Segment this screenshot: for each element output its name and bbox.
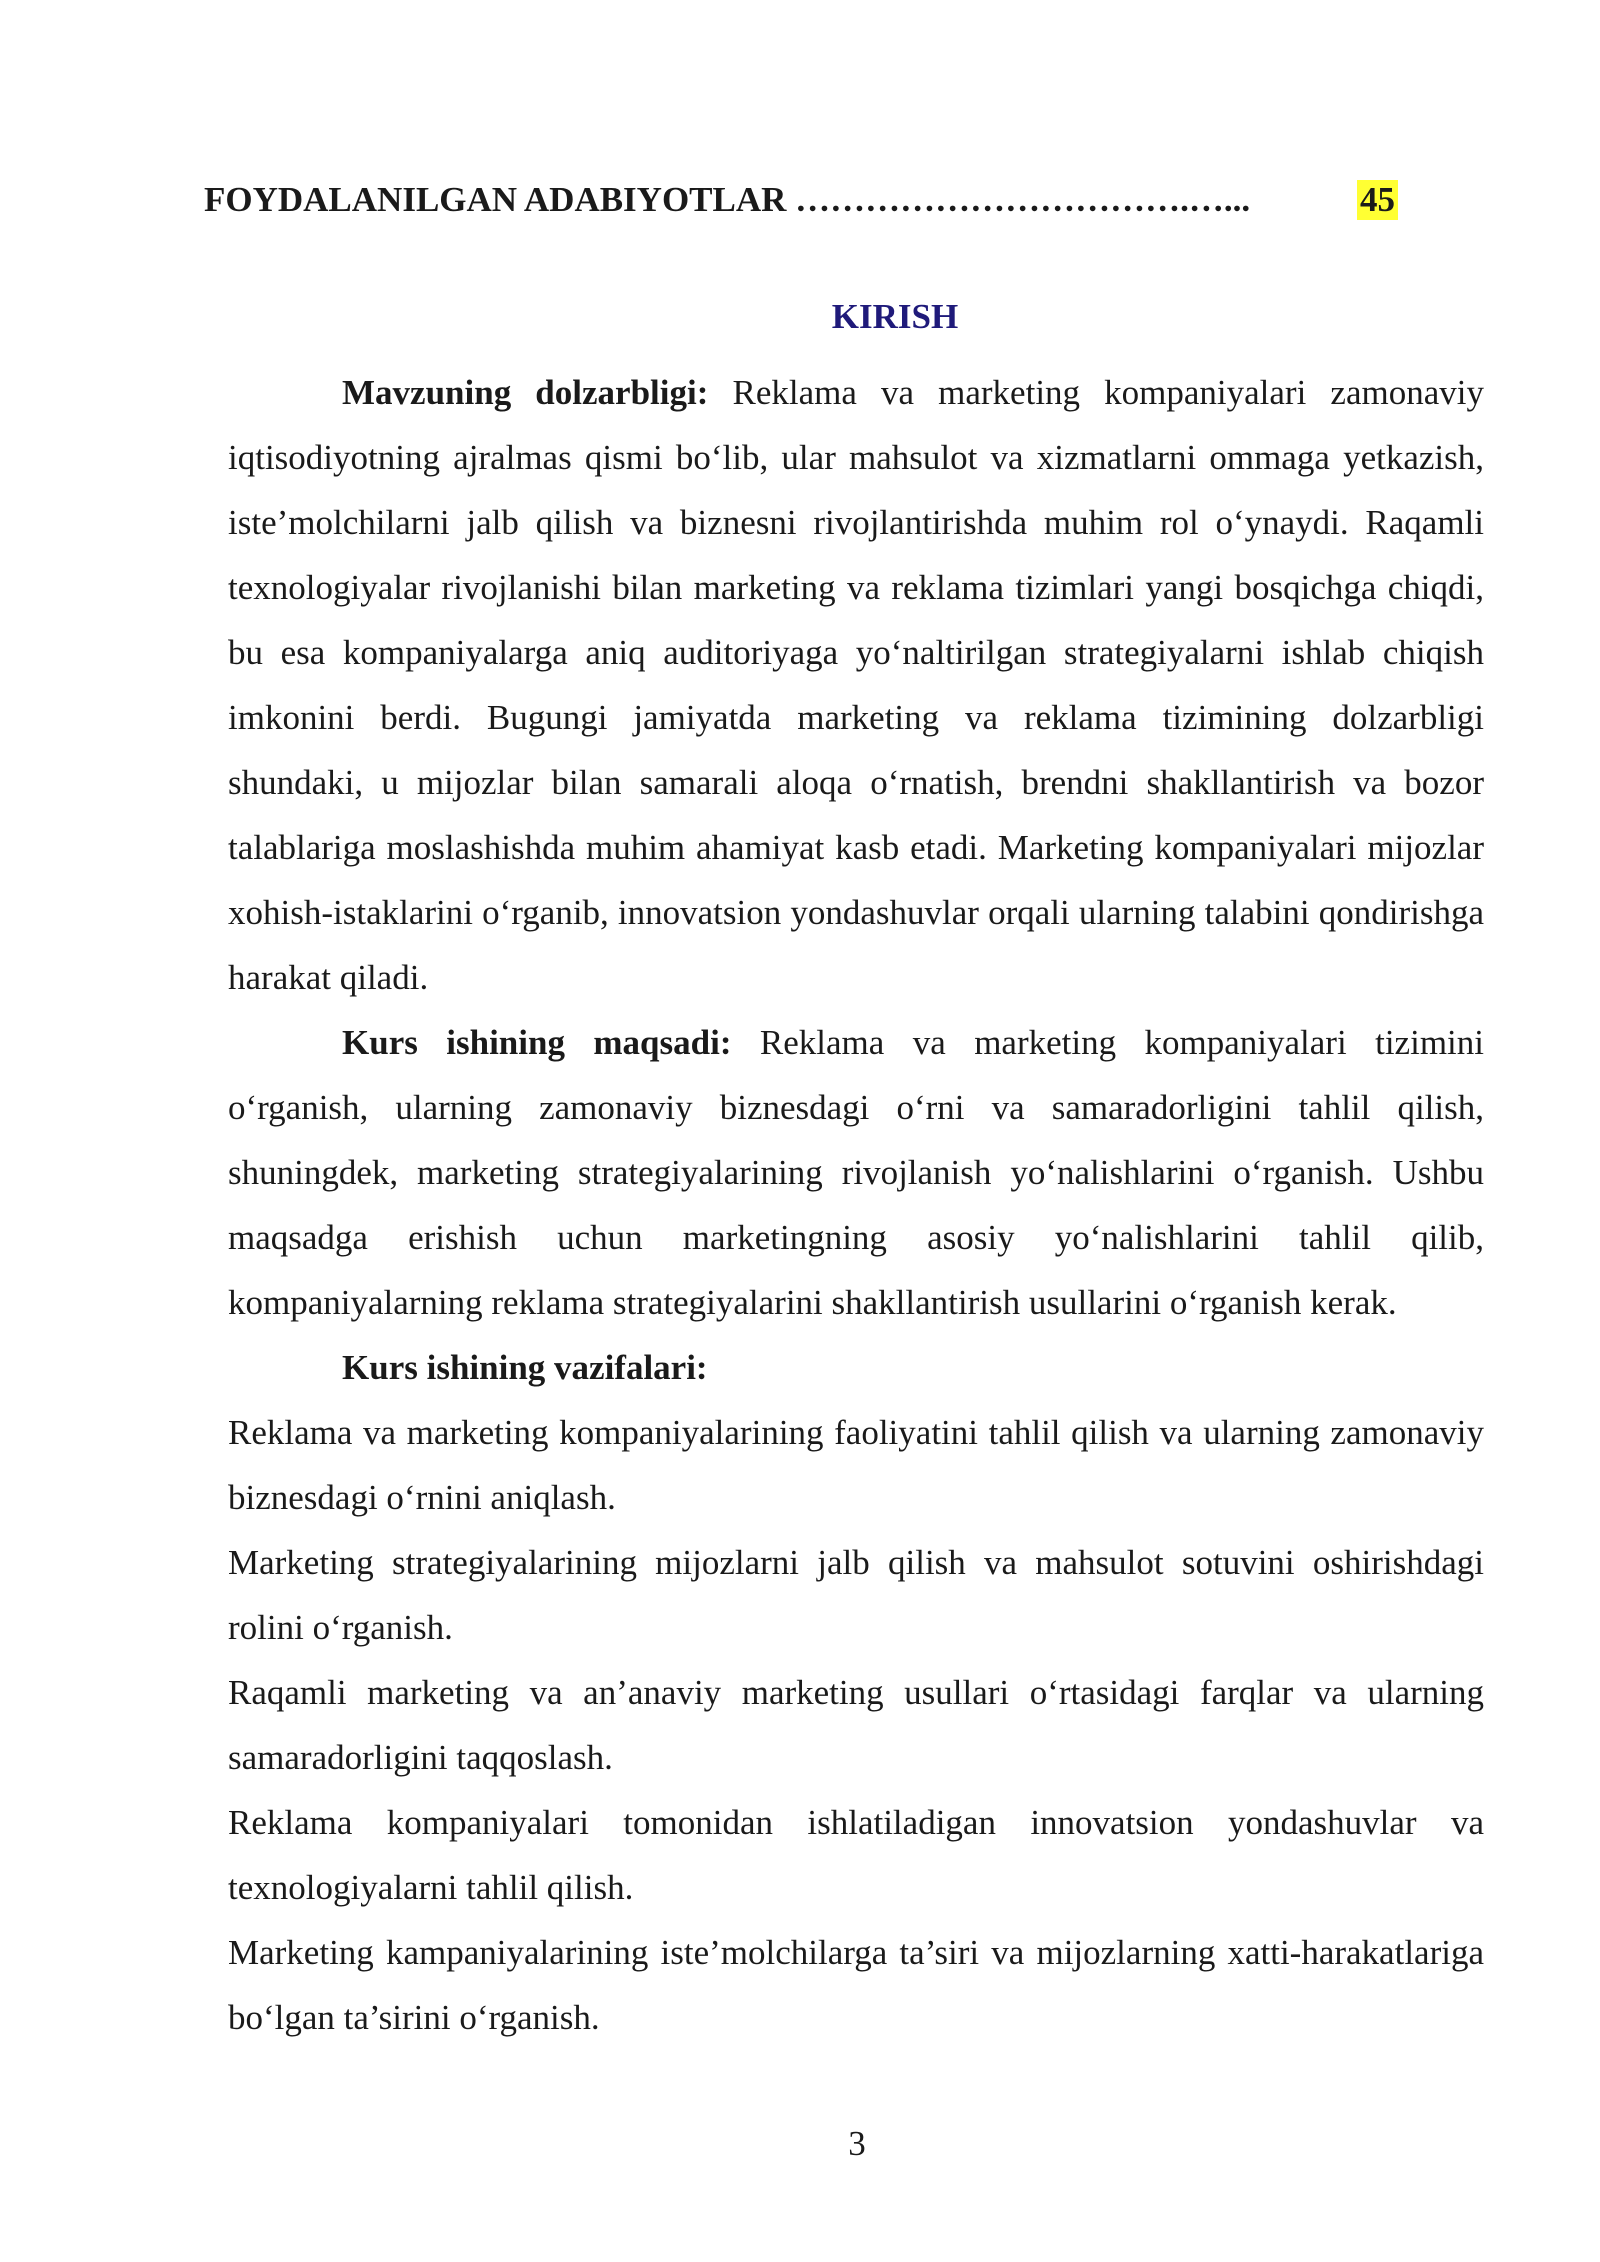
task-item: Marketing kampaniyalarining iste’molchilarga ta’siri va mijozlarning xatti-harakatlariga bo‘lgan ta’sirini o‘rganish. [228, 1933, 1484, 2037]
relevance-paragraph [228, 360, 1484, 1010]
page-number: 3 [848, 2124, 866, 2163]
goal-text: Reklama va marketing kompaniyalari tizimini o‘rganish, ularning zamonaviy biznesdagi o‘rni va samaradorligini tahlil qilish, shuningdek, marketing strategiyalarining rivojlanish yo‘nalishlarini o‘rganish. Ushbu maqsadga erishish uchun marketingning asosiy yo‘nalishlarini tahlil qilib, kompaniyalarning reklama strategiyalarini shakllantirish usullarini o‘rganish kerak. [228, 1023, 1484, 1322]
task-item: Marketing strategiyalarining mijozlarni jalb qilish va mahsulot sotuvini oshirishdagi rolini o‘rganish. [228, 1543, 1484, 1647]
section-title: KIRISH [831, 297, 959, 336]
goal-paragraph [228, 1010, 1484, 1335]
relevance-label: Mavzuning dolzarbligi: [342, 373, 709, 412]
relevance-text: Reklama va marketing kompaniyalari zamonaviy iqtisodiyotning ajralmas qismi bo‘lib, ular mahsulot va xizmatlarni ommaga yetkazish, iste’molchilarni jalb qilish va biznesni rivojlantirishda muhim rol o‘ynaydi. Raqamli texnologiyalar rivojlanishi bilan marketing va reklama tizimlari yangi bosqichga chiqdi, bu esa kompaniyalarga aniq auditoriyaga yo‘naltirilgan strategiyalarni ishlab chiqish imkonini berdi. Bugungi jamiyatda marketing va reklama tizimining dolzarbligi shundaki, u mijozlar bilan samarali aloqa o‘rnatish, brendni shakllantirish va bozor talablariga moslashishda muhim ahamiyat kasb etadi. Marketing kompaniyalari mijozlar xohish-istaklarini o‘rganib, innovatsion yondashuvlar orqali ularning talabini qondirishga harakat qiladi. [228, 373, 1484, 997]
task-item: Reklama kompaniyalari tomonidan ishlatiladigan innovatsion yondashuvlar va texnologiyalarni tahlil qilish. [228, 1803, 1484, 1907]
tasks-heading [228, 1335, 1484, 1400]
toc-entry-page-number: 45 [1357, 180, 1398, 220]
toc-entry-label: FOYDALANILGAN ADABIYOTLAR …………………………….…... [204, 180, 1251, 219]
goal-label: Kurs ishining maqsadi: [342, 1023, 732, 1062]
task-item: Raqamli marketing va an’anaviy marketing usullari o‘rtasidagi farqlar va ularning samaradorligini taqqoslash. [228, 1673, 1484, 1777]
body-text [228, 360, 1484, 2050]
task-item: Reklama va marketing kompaniyalarining faoliyatini tahlil qilish va ularning zamonaviy biznesdagi o‘rnini aniqlash. [228, 1413, 1484, 1517]
tasks-label: Kurs ishining vazifalari: [342, 1348, 708, 1387]
